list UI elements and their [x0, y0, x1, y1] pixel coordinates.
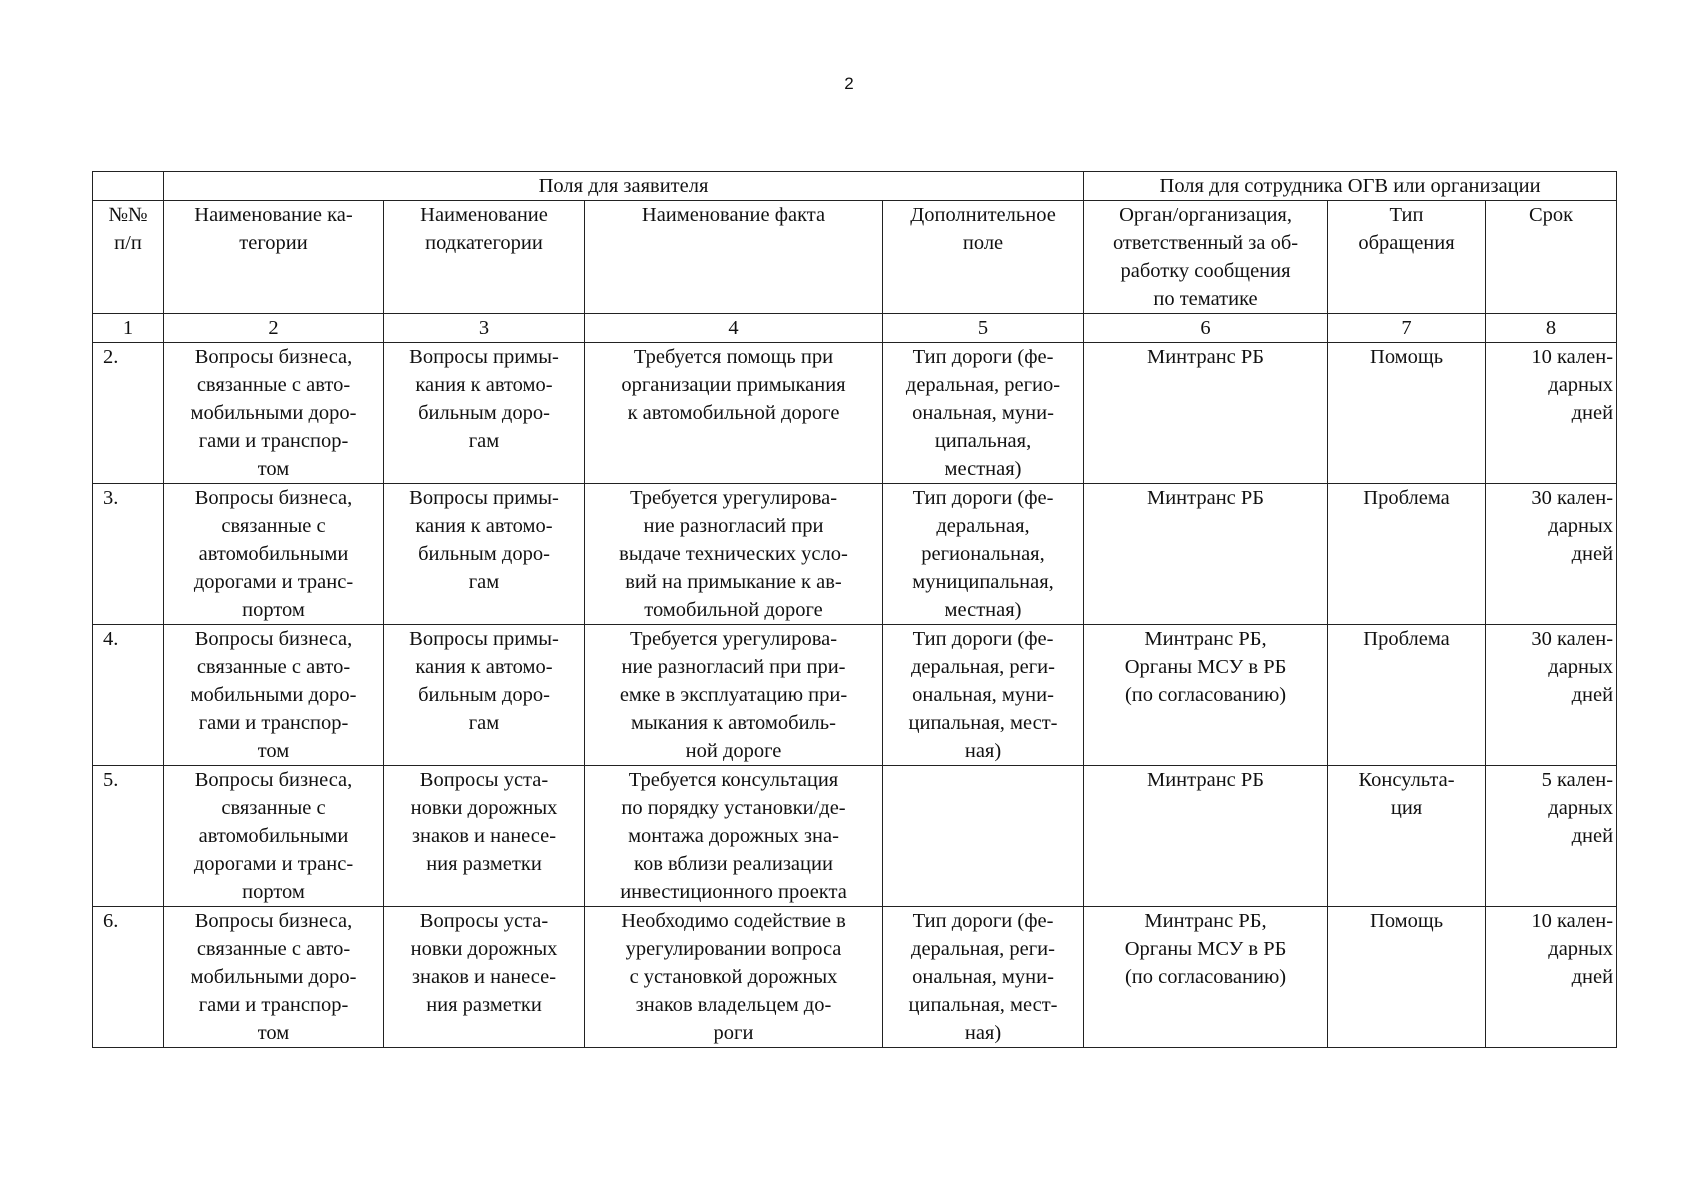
category-cell-text: Вопросы бизнеса, связанные с автомобильными дорогами и транс- портом — [193, 769, 354, 903]
row-number-cell-text: 6. — [103, 910, 119, 932]
request-type-cell — [1328, 343, 1486, 484]
subcategory-cell — [384, 484, 585, 625]
column-index-row — [93, 314, 1617, 343]
responsible-organ-cell — [1084, 484, 1328, 625]
term-cell — [1486, 484, 1617, 625]
column-index: 5 — [883, 314, 1084, 343]
row-number-cell-text: 2. — [103, 346, 119, 368]
extra-field-cell — [883, 625, 1084, 766]
request-type-cell — [1328, 907, 1486, 1048]
column-index: 6 — [1084, 314, 1328, 343]
fact-cell-text: Требуется урегулирова- ние разногласий при при- емке в эксплуатацию при- мыкания к автомобиль- ной дороге — [619, 628, 848, 762]
request-type-cell — [1328, 625, 1486, 766]
category-cell — [164, 625, 384, 766]
table-row — [93, 625, 1617, 766]
request-type-cell — [1328, 484, 1486, 625]
row-number-cell-text: 4. — [103, 628, 119, 650]
request-type-cell — [1328, 766, 1486, 907]
column-index: 3 — [384, 314, 585, 343]
extra-field-cell-text: Тип дороги (фе- деральная, реги- ональная, муни- ципальная, мест- ная) — [908, 628, 1058, 762]
fact-cell — [585, 343, 883, 484]
category-cell — [164, 343, 384, 484]
responsible-organ-cell — [1084, 766, 1328, 907]
term-cell-text: 10 кален- дарных дней — [1531, 346, 1614, 424]
request-type-cell-text: Проблема — [1363, 487, 1450, 509]
row-number-cell — [93, 766, 164, 907]
category-cell — [164, 484, 384, 625]
column-index: 7 — [1328, 314, 1486, 343]
subcategory-cell-text: Вопросы примы- кания к автомо- бильным доро- гам — [409, 346, 559, 452]
extra-field-cell — [883, 343, 1084, 484]
category-cell-text: Вопросы бизнеса, связанные с авто- мобильными доро- гами и транспор- том — [190, 628, 357, 762]
column-header-number: №№ п/п — [93, 201, 164, 314]
category-cell — [164, 766, 384, 907]
row-number-cell — [93, 907, 164, 1048]
responsible-organ-cell-text: Минтранс РБ, Органы МСУ в РБ (по согласованию) — [1124, 628, 1287, 706]
column-header-term: Срок — [1486, 201, 1617, 314]
term-cell — [1486, 625, 1617, 766]
row-number-cell — [93, 343, 164, 484]
subcategory-cell — [384, 625, 585, 766]
group-header-empty — [93, 172, 164, 201]
request-type-cell-text: Консульта- ция — [1358, 769, 1455, 819]
responsible-organ-cell-text: Минтранс РБ — [1146, 487, 1265, 509]
term-cell-text: 30 кален- дарных дней — [1531, 487, 1614, 565]
fact-cell — [585, 907, 883, 1048]
subcategory-cell — [384, 766, 585, 907]
column-index: 2 — [164, 314, 384, 343]
responsible-organ-cell — [1084, 625, 1328, 766]
subcategory-cell — [384, 343, 585, 484]
term-cell-text: 30 кален- дарных дней — [1531, 628, 1614, 706]
row-number-cell-text: 5. — [103, 769, 119, 791]
request-type-cell-text: Помощь — [1370, 910, 1444, 932]
responsible-organ-cell-text: Минтранс РБ — [1146, 769, 1265, 791]
row-number-cell-text: 3. — [103, 487, 119, 509]
page-number: 2 — [844, 74, 854, 93]
table-row — [93, 343, 1617, 484]
term-cell — [1486, 907, 1617, 1048]
column-index: 4 — [585, 314, 883, 343]
extra-field-cell-text: Тип дороги (фе- деральная, региональная, муниципальная, местная) — [912, 487, 1054, 621]
category-cell-text: Вопросы бизнеса, связанные с автомобильными дорогами и транс- портом — [193, 487, 354, 621]
responsible-organ-cell-text: Минтранс РБ — [1146, 346, 1265, 368]
table-row — [93, 907, 1617, 1048]
group-header-applicant: Поля для заявителя — [164, 172, 1084, 201]
category-cell-text: Вопросы бизнеса, связанные с авто- мобильными доро- гами и транспор- том — [190, 910, 357, 1044]
term-cell-text: 10 кален- дарных дней — [1531, 910, 1614, 988]
column-header-fact: Наименование факта — [585, 201, 883, 314]
column-index: 1 — [93, 314, 164, 343]
fact-cell — [585, 625, 883, 766]
responsible-organ-cell — [1084, 907, 1328, 1048]
responsible-organ-cell-text: Минтранс РБ, Органы МСУ в РБ (по согласованию) — [1124, 910, 1287, 988]
subcategory-cell-text: Вопросы примы- кания к автомо- бильным доро- гам — [409, 628, 559, 734]
column-header-row — [93, 201, 1617, 314]
fact-cell-text: Необходимо содействие в урегулировании вопроса с установкой дорожных знаков владельцем до- роги — [621, 910, 846, 1044]
column-header-subcategory: Наименование подкатегории — [384, 201, 585, 314]
term-cell — [1486, 343, 1617, 484]
extra-field-cell-text: Тип дороги (фе- деральная, реги- ональная, муни- ципальная, мест- ная) — [908, 910, 1058, 1044]
extra-field-cell-text: Тип дороги (фе- деральная, регио- ональная, муни- ципальная, местная) — [905, 346, 1061, 480]
column-index: 8 — [1486, 314, 1617, 343]
category-cell-text: Вопросы бизнеса, связанные с авто- мобильными доро- гами и транспор- том — [190, 346, 357, 480]
fact-cell-text: Требуется консультация по порядку установки/де- монтажа дорожных зна- ков вблизи реализации инвестиционного проекта — [620, 769, 847, 903]
column-header-request-type: Тип обращения — [1328, 201, 1486, 314]
responsible-organ-cell — [1084, 343, 1328, 484]
fact-cell — [585, 484, 883, 625]
extra-field-cell — [883, 484, 1084, 625]
fact-cell — [585, 766, 883, 907]
extra-field-cell — [883, 766, 1084, 907]
row-number-cell — [93, 625, 164, 766]
term-cell — [1486, 766, 1617, 907]
subcategory-cell-text: Вопросы уста- новки дорожных знаков и нанесе- ния разметки — [410, 769, 558, 875]
subcategory-cell-text: Вопросы уста- новки дорожных знаков и нанесе- ния разметки — [410, 910, 558, 1016]
registry-table — [92, 171, 1617, 1048]
term-cell-text: 5 кален- дарных дней — [1541, 769, 1614, 847]
column-header-responsible-organ: Орган/организация, ответственный за об- работку сообщения по тематике — [1084, 201, 1328, 314]
request-type-cell-text: Помощь — [1370, 346, 1444, 368]
group-header-row — [93, 172, 1617, 201]
column-header-category: Наименование ка- тегории — [164, 201, 384, 314]
group-header-employee: Поля для сотрудника ОГВ или организации — [1084, 172, 1617, 201]
row-number-cell — [93, 484, 164, 625]
subcategory-cell — [384, 907, 585, 1048]
fact-cell-text: Требуется помощь при организации примыкания к автомобильной дороге — [621, 346, 846, 424]
request-type-cell-text: Проблема — [1363, 628, 1450, 650]
subcategory-cell-text: Вопросы примы- кания к автомо- бильным доро- гам — [409, 487, 559, 593]
table-row — [93, 484, 1617, 625]
extra-field-cell — [883, 907, 1084, 1048]
fact-cell-text: Требуется урегулирова- ние разногласий при выдаче технических усло- вий на примыкание к ав- томобильной дороге — [619, 487, 848, 621]
table-row — [93, 766, 1617, 907]
column-header-extra-field: Дополнительное поле — [883, 201, 1084, 314]
category-cell — [164, 907, 384, 1048]
